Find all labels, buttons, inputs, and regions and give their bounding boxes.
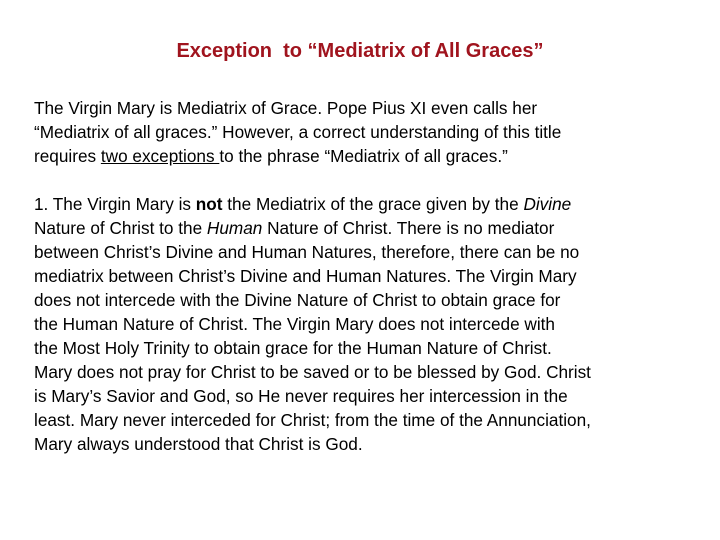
point-1-paragraph	[34, 192, 694, 456]
point-1-line-1	[34, 192, 694, 216]
point-1-line-11: Mary always understood that Christ is God.	[34, 434, 363, 454]
point-1-line-2-start: Nature of Christ to the	[34, 218, 207, 238]
point-1-line-5: does not intercede with the Divine Nature of Christ to obtain grace for	[34, 290, 561, 310]
point-1-line-1-start: 1. The Virgin Mary is	[34, 194, 196, 214]
intro-line-1: The Virgin Mary is Mediatrix of Grace. Pope Pius XI even calls her	[34, 98, 538, 118]
intro-line-2: “Mediatrix of all graces.” However, a correct understanding of this title	[34, 122, 562, 142]
point-1-line-8: Mary does not pray for Christ to be saved or to be blessed by God. Christ	[34, 362, 591, 382]
point-1-line-2	[34, 216, 694, 240]
point-1-line-3: between Christ’s Divine and Human Natures, therefore, there can be no	[34, 242, 580, 262]
two-exceptions-underlined: two exceptions	[100, 146, 220, 166]
intro-line-3-end: to the phrase “Mediatrix of all graces.”	[219, 146, 508, 166]
point-1-line-9: is Mary’s Savior and God, so He never requires her intercession in the	[34, 386, 568, 406]
point-1-line-10: least. Mary never interceded for Christ; from the time of the Annunciation,	[34, 410, 591, 430]
intro-line-3-start: requires	[34, 146, 101, 166]
intro-line-3	[34, 144, 694, 168]
human-italic: Human	[206, 218, 263, 238]
point-1-line-7: the Most Holy Trinity to obtain grace for the Human Nature of Christ.	[34, 338, 552, 358]
point-1-line-2-end: Nature of Christ. There is no mediator	[262, 218, 555, 238]
not-bold: not	[195, 194, 223, 214]
slide-body	[34, 96, 694, 480]
intro-paragraph	[34, 96, 694, 168]
point-1-line-6: the Human Nature of Christ. The Virgin Mary does not intercede with	[34, 314, 555, 334]
slide-title: Exception to “Mediatrix of All Graces”	[176, 40, 544, 62]
divine-italic: Divine	[523, 194, 572, 214]
point-1-line-4: mediatrix between Christ’s Divine and Human Natures. The Virgin Mary	[34, 266, 577, 286]
point-1-line-1-mid: the Mediatrix of the grace given by the	[222, 194, 524, 214]
